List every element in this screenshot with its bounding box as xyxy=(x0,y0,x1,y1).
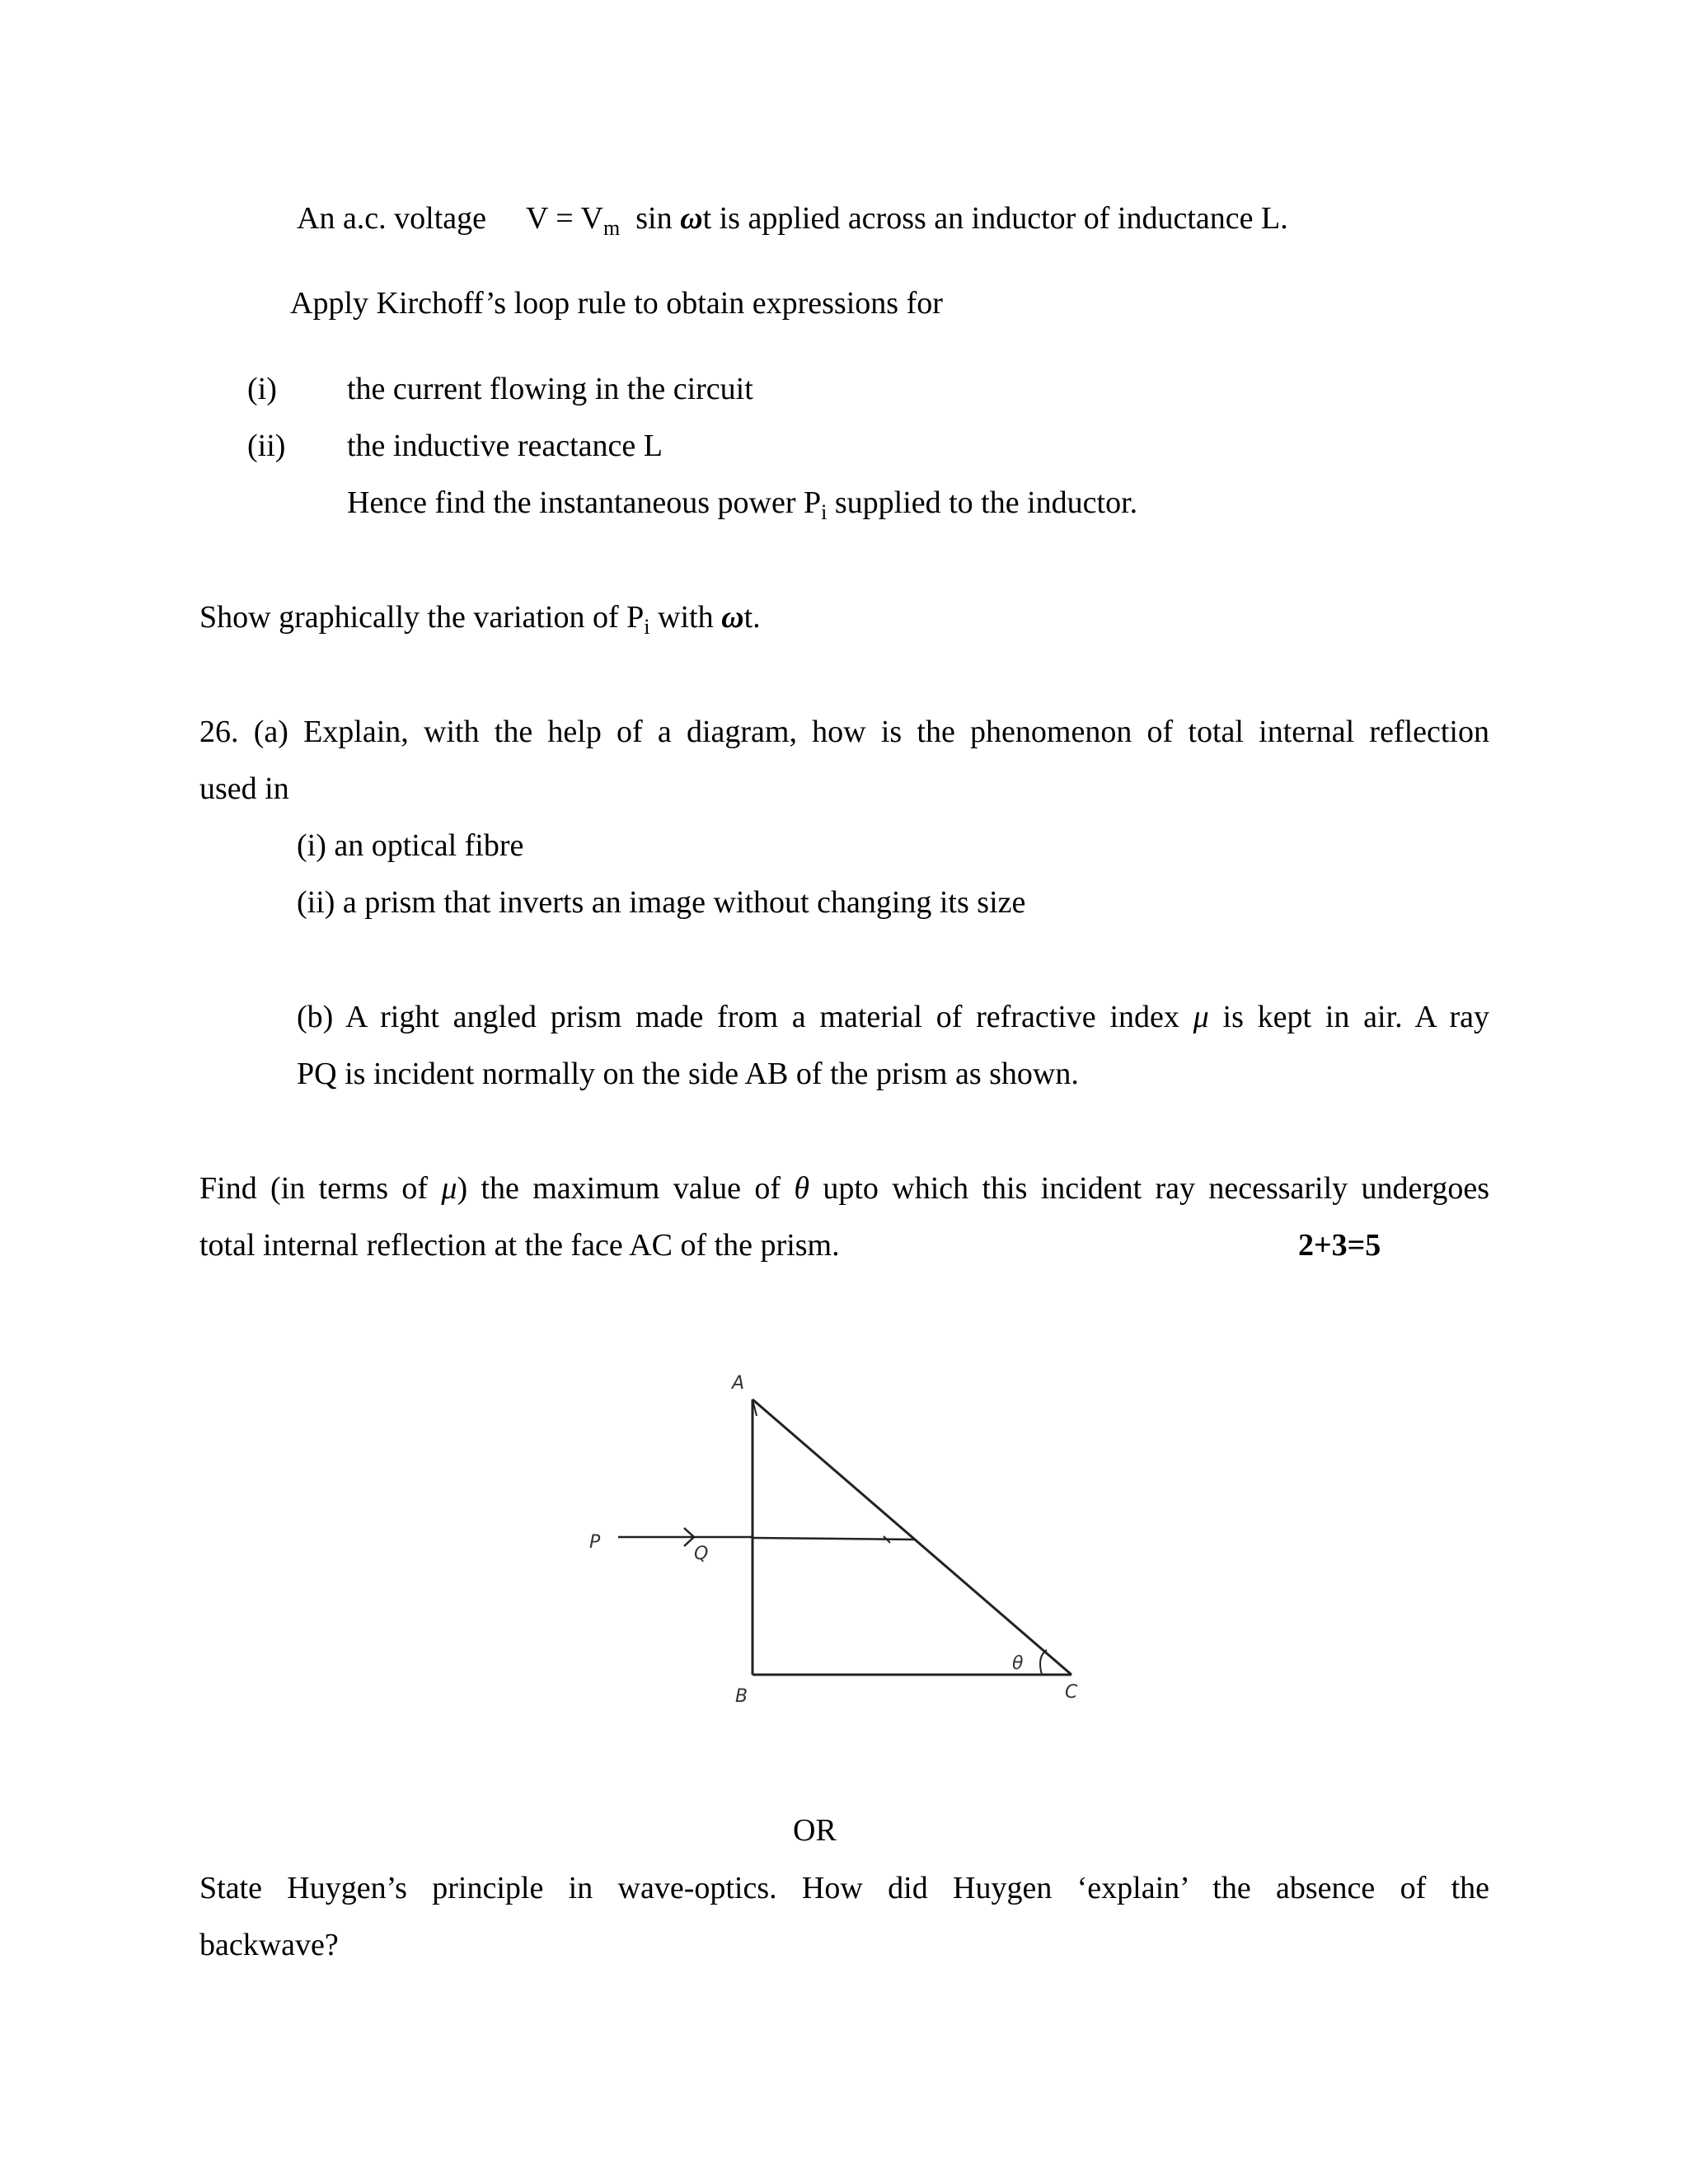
label-q: Q xyxy=(694,1544,709,1564)
hence-power-line xyxy=(347,484,1137,522)
item-ii-text: the inductive reactance L xyxy=(347,429,663,463)
hence-text: Hence find the instantaneous power P xyxy=(347,485,822,520)
theta-symbol: θ xyxy=(794,1171,810,1206)
item-i-text: the current flowing in the circuit xyxy=(347,372,753,406)
show-omega-symbol: ω xyxy=(721,600,744,635)
prism-diagram xyxy=(589,1352,1104,1707)
ac-voltage-intro: An a.c. voltage xyxy=(297,201,487,236)
pi-subscript: i xyxy=(821,500,828,524)
label-c: C xyxy=(1065,1682,1078,1703)
sin-text: sin xyxy=(635,201,681,236)
voltage-v-equals: V = V xyxy=(526,201,603,236)
mu-symbol: μ xyxy=(1193,1000,1209,1034)
kirchoff-instruction: Apply Kirchoff’s loop rule to obtain expressions for xyxy=(290,286,943,321)
show-t: t. xyxy=(743,600,761,635)
prism-side-ac xyxy=(753,1399,1071,1675)
vm-subscript: m xyxy=(603,216,621,240)
ac-voltage-line xyxy=(297,199,1288,240)
find-line2: total internal reflection at the face AC of the prism. xyxy=(199,1228,840,1263)
q26b-line1 xyxy=(297,998,1489,1036)
huygen-line2: backwave? xyxy=(199,1928,339,1962)
show-pi-subscript: i xyxy=(644,615,650,639)
q26a-item-i: (i) an optical fibre xyxy=(297,828,524,863)
label-a: A xyxy=(732,1373,745,1394)
q26b-text-b: is kept in air. A ray xyxy=(1208,1000,1489,1034)
show-graph-line xyxy=(199,598,761,639)
show-with: with xyxy=(649,600,722,635)
show-text: Show graphically the variation of P xyxy=(199,600,645,635)
item-ii-number: (ii) xyxy=(247,429,286,463)
find-mu-symbol: μ xyxy=(441,1171,457,1206)
q26a-line2: used in xyxy=(199,771,289,806)
label-p: P xyxy=(589,1532,601,1553)
ac-voltage-rest: t is applied across an inductor of inductance L. xyxy=(702,201,1288,236)
hence-rest: supplied to the inductor. xyxy=(827,485,1138,520)
q26b-line2: PQ is incident normally on the side AB of the prism as shown. xyxy=(297,1057,1079,1091)
huygen-line1: State Huygen’s principle in wave-optics. How did Huygen ‘explain’ the absence of the xyxy=(199,1871,1489,1905)
item-i-number: (i) xyxy=(247,372,277,406)
q26a-item-ii: (ii) a prism that inverts an image without changing its size xyxy=(297,885,1026,920)
marks-label: 2+3=5 xyxy=(1298,1228,1381,1263)
internal-ray xyxy=(753,1538,915,1540)
label-b: B xyxy=(735,1686,748,1707)
or-separator: OR xyxy=(793,1813,837,1848)
q26a-line1: 26. (a) Explain, with the help of a diagram, how is the phenomenon of total internal reflection xyxy=(199,715,1489,749)
find-text-c: upto which this incident ray necessarily undergoes xyxy=(809,1171,1490,1206)
omega-symbol: ω xyxy=(680,201,703,236)
label-theta: θ xyxy=(1012,1653,1024,1674)
find-text-a: Find (in terms of xyxy=(199,1171,442,1206)
q26b-text-a: (b) A right angled prism made from a material of refractive index xyxy=(297,1000,1193,1034)
find-text-b: ) the maximum value of xyxy=(457,1171,795,1206)
find-line1 xyxy=(199,1169,1489,1207)
